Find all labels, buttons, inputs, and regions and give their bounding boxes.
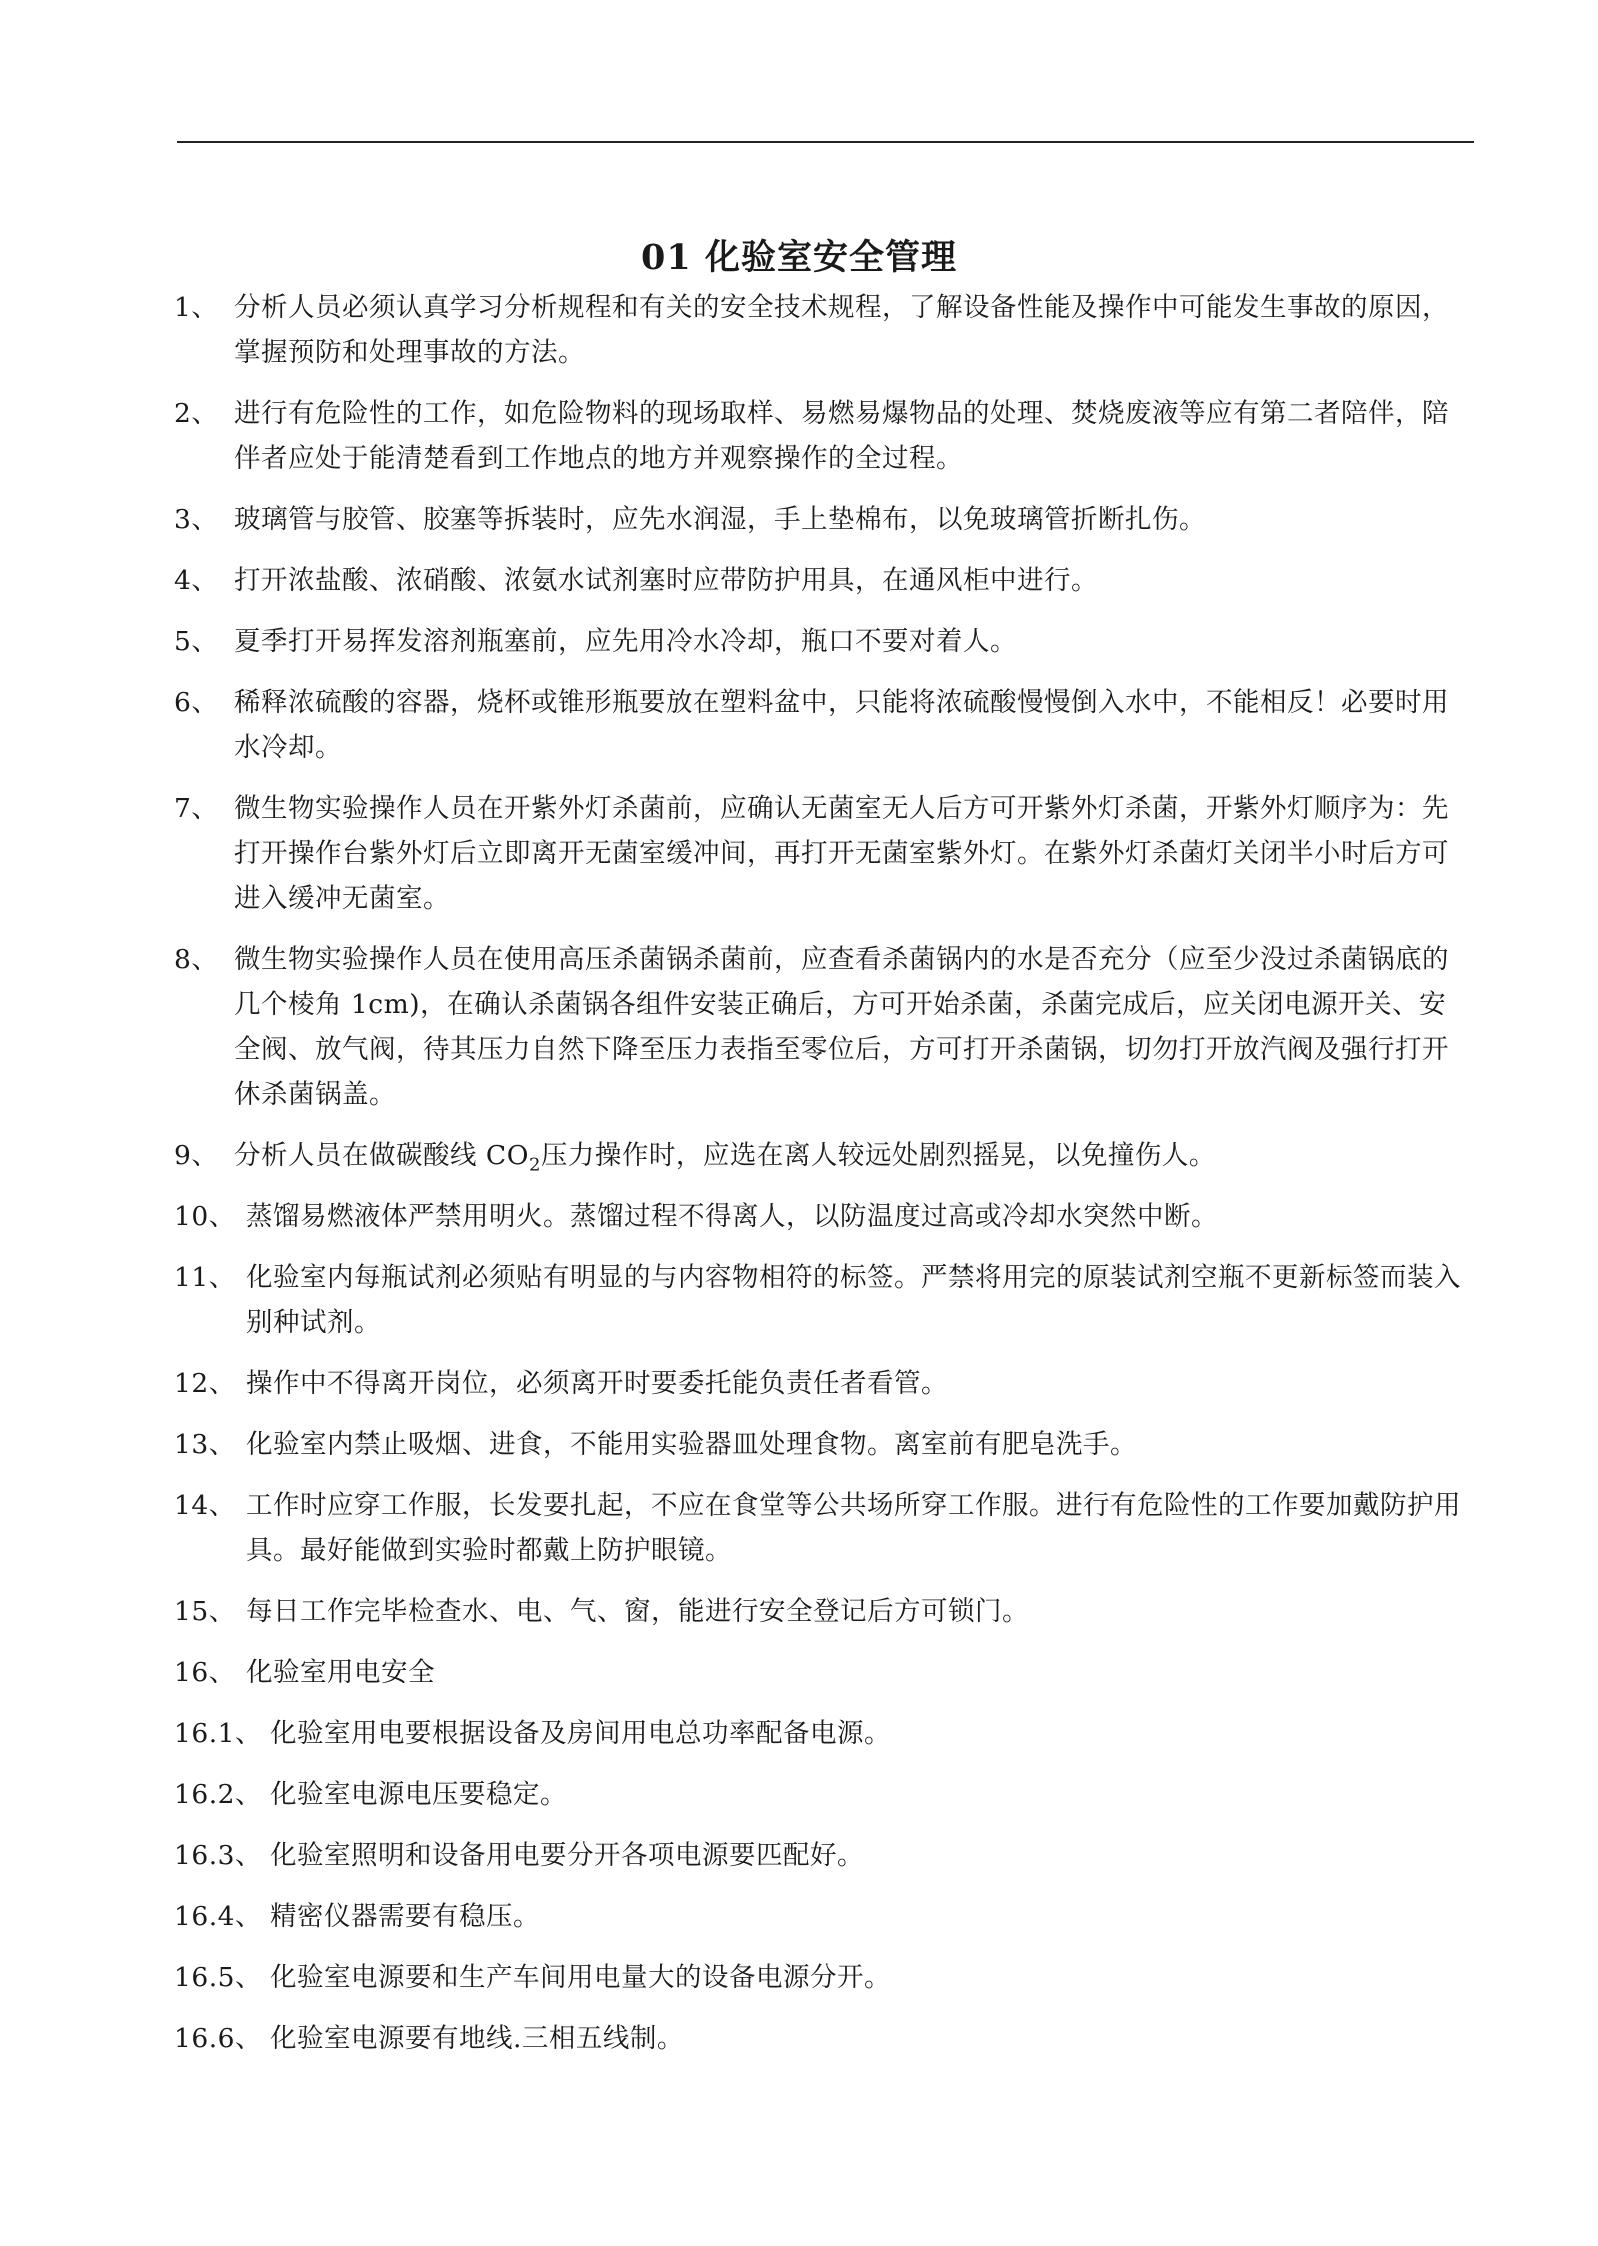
rule-number: 4、 — [174, 565, 219, 596]
rule-item-10 — [174, 1194, 1472, 1239]
rule-text: 稀释浓硫酸的容器，烧杯或锥形瓶要放在塑料盆中，只能将浓硫酸慢慢倒入水中，不能相反！必要时用水冷却。 — [234, 687, 1449, 763]
rule-text: 操作中不得离开岗位，必须离开时要委托能负责任者看管。 — [246, 1368, 948, 1399]
rule-text: 工作时应穿工作服，长发要扎起，不应在食堂等公共场所穿工作服。进行有危险性的工作要加戴防护用具。最好能做到实验时都戴上防护眼镜。 — [246, 1490, 1461, 1566]
rule-item-3 — [174, 497, 1472, 542]
rule-item-11 — [174, 1255, 1472, 1345]
rule-text-part: 分析人员在做碳酸线 CO — [234, 1140, 529, 1171]
rule-number: 16、 — [174, 1657, 236, 1688]
rule-text: 化验室电源要有地线.三相五线制。 — [270, 2023, 684, 2054]
rule-text: 化验室用电要根据设备及房间用电总功率配备电源。 — [270, 1718, 891, 1749]
rule-text: 微生物实验操作人员在开紫外灯杀菌前，应确认无菌室无人后方可开紫外灯杀菌，开紫外灯顺序为：先打开操作台紫外灯后立即离开无菌室缓冲间，再打开无菌室紫外灯。在紫外灯杀菌灯关闭半小时后方可进入缓冲无菌室。 — [234, 793, 1449, 914]
rule-item-16-2 — [174, 1772, 1472, 1817]
rule-number: 10、 — [174, 1201, 236, 1232]
rule-text: 每日工作完毕检查水、电、气、窗，能进行安全登记后方可锁门。 — [246, 1596, 1029, 1627]
rule-number: 13、 — [174, 1429, 236, 1460]
rule-item-7 — [174, 786, 1472, 921]
rule-item-1 — [174, 285, 1472, 375]
rule-item-16-1 — [174, 1711, 1472, 1756]
rule-text: 夏季打开易挥发溶剂瓶塞前，应先用冷水冷却，瓶口不要对着人。 — [234, 626, 1017, 657]
subscript-2: 2 — [528, 1154, 541, 1176]
rule-number: 14、 — [174, 1490, 236, 1521]
rule-text: 化验室内禁止吸烟、进食，不能用实验器皿处理食物。离室前有肥皂洗手。 — [246, 1429, 1137, 1460]
rule-item-16-5 — [174, 1955, 1472, 2000]
rule-number: 1、 — [174, 292, 219, 323]
rule-item-16-4 — [174, 1894, 1472, 1939]
rule-item-16-6 — [174, 2016, 1472, 2061]
rule-number: 12、 — [174, 1368, 236, 1399]
rule-text: 化验室电源要和生产车间用电量大的设备电源分开。 — [270, 1962, 891, 1993]
rule-text: 微生物实验操作人员在使用高压杀菌锅杀菌前，应查看杀菌锅内的水是否充分（应至少没过杀菌锅底的几个棱角 1cm)，在确认杀菌锅各组件安装正确后，方可开始杀菌，杀菌完成后，应关闭电源开关、安全阀、放气阀，待其压力自然下降至压力表指至零位后，方可打开杀菌锅，切勿打开放汽阀及强行打开休杀菌锅盖。 — [234, 944, 1449, 1110]
rule-text-part: 压力操作时，应选在离人较远处剧烈摇晃，以免撞伤人。 — [540, 1140, 1216, 1171]
rule-item-14 — [174, 1483, 1472, 1573]
rule-number: 9、 — [174, 1140, 219, 1171]
rule-number: 16.3、 — [174, 1840, 263, 1871]
safety-rules-list — [174, 285, 1472, 2077]
rule-number: 8、 — [174, 944, 219, 975]
rule-item-8 — [174, 937, 1472, 1117]
rule-item-5 — [174, 619, 1472, 664]
rule-text: 化验室内每瓶试剂必须贴有明显的与内容物相符的标签。严禁将用完的原装试剂空瓶不更新标签而装入别种试剂。 — [246, 1262, 1461, 1338]
rule-number: 16.6、 — [174, 2023, 263, 2054]
rule-text: 分析人员必须认真学习分析规程和有关的安全技术规程，了解设备性能及操作中可能发生事故的原因，掌握预防和处理事故的方法。 — [234, 292, 1449, 368]
rule-number: 16.4、 — [174, 1901, 263, 1932]
rule-number: 5、 — [174, 626, 219, 657]
rule-text: 化验室电源电压要稳定。 — [270, 1779, 567, 1810]
rule-text: 打开浓盐酸、浓硝酸、浓氨水试剂塞时应带防护用具，在通风柜中进行。 — [234, 565, 1098, 596]
page-title: 01 化验室安全管理 — [641, 237, 957, 279]
rule-number: 7、 — [174, 793, 219, 824]
rule-text: 蒸馏易燃液体严禁用明火。蒸馏过程不得离人，以防温度过高或冷却水突然中断。 — [246, 1201, 1218, 1232]
rule-text: 化验室用电安全 — [246, 1657, 435, 1688]
rule-item-16-3 — [174, 1833, 1472, 1878]
rule-text: 进行有危险性的工作，如危险物料的现场取样、易燃易爆物品的处理、焚烧废液等应有第二者陪伴，陪伴者应处于能清楚看到工作地点的地方并观察操作的全过程。 — [234, 398, 1449, 474]
rule-item-15 — [174, 1589, 1472, 1634]
rule-item-4 — [174, 558, 1472, 603]
rule-item-9 — [174, 1133, 1472, 1178]
rule-text: 玻璃管与胶管、胶塞等拆装时，应先水润湿，手上垫棉布，以免玻璃管折断扎伤。 — [234, 504, 1206, 535]
rule-number: 15、 — [174, 1596, 236, 1627]
rule-text: 化验室照明和设备用电要分开各项电源要匹配好。 — [270, 1840, 864, 1871]
rule-item-12 — [174, 1361, 1472, 1406]
rule-item-2 — [174, 391, 1472, 481]
rule-item-6 — [174, 680, 1472, 770]
rule-text: 精密仪器需要有稳压。 — [270, 1901, 540, 1932]
rule-number: 11、 — [174, 1262, 236, 1293]
header-rule — [177, 141, 1474, 143]
rule-text — [234, 1140, 1216, 1176]
rule-number: 16.2、 — [174, 1779, 263, 1810]
rule-number: 16.5、 — [174, 1962, 263, 1993]
rule-number: 3、 — [174, 504, 219, 535]
rule-number: 2、 — [174, 398, 219, 429]
rule-item-16 — [174, 1650, 1472, 1695]
rule-item-13 — [174, 1422, 1472, 1467]
rule-number: 6、 — [174, 687, 219, 718]
rule-number: 16.1、 — [174, 1718, 263, 1749]
